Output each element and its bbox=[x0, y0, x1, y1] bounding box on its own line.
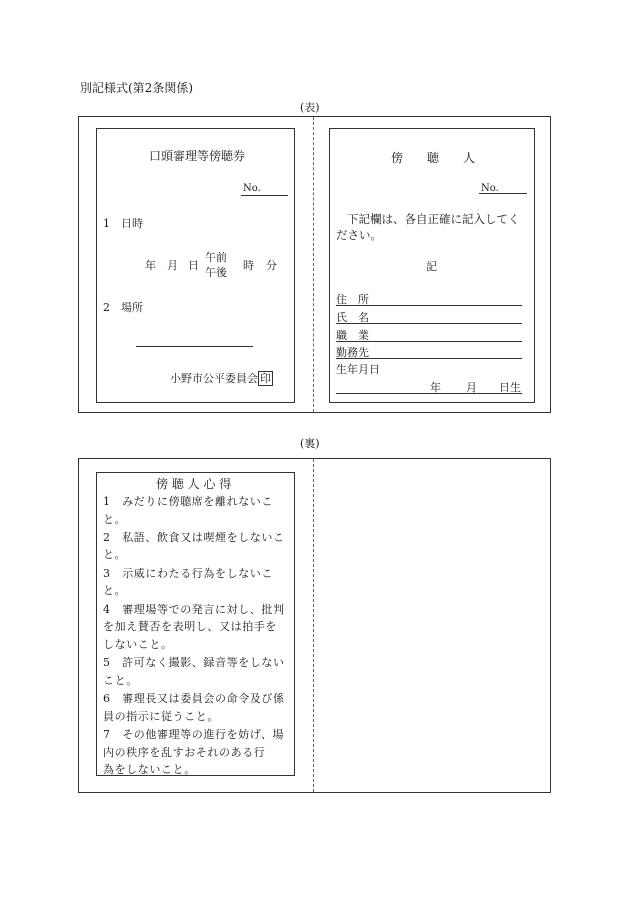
ticket-am: 午前 bbox=[205, 251, 227, 264]
ticket-month: 月 bbox=[167, 259, 178, 272]
rules-line: しないこと。 bbox=[103, 638, 173, 651]
rules-line: 6 審理長又は委員会の命令及び係 bbox=[103, 692, 285, 705]
record-occupation-label: 職 業 bbox=[336, 329, 369, 342]
record-birthdate-label: 生年月日 bbox=[336, 363, 380, 376]
record-name-label: 氏 名 bbox=[336, 311, 369, 324]
front-fold-line bbox=[313, 117, 314, 412]
record-instruction-1: 下記欄は、各自正確に記入してく bbox=[347, 212, 520, 226]
record-ki: 記 bbox=[426, 260, 437, 273]
ticket-place-line bbox=[136, 346, 253, 347]
issuer-name: 小野市公平委員会 bbox=[170, 372, 258, 385]
back-fold-line bbox=[313, 459, 314, 792]
rules-line: を加え賛否を表明し、又は拍手を bbox=[103, 620, 277, 633]
rules-line: 7 その他審理等の進行を妨げ、場 bbox=[103, 728, 285, 741]
workplace-line bbox=[336, 358, 522, 359]
record-number-label: No. bbox=[481, 183, 499, 194]
rules-line: 5 許可なく撮影、録音等をしない bbox=[103, 656, 285, 669]
name-line bbox=[336, 323, 522, 324]
rules-title: 傍 聴 人 心 得 bbox=[156, 477, 232, 491]
address-line bbox=[336, 305, 522, 306]
birth-day: 日生 bbox=[499, 381, 521, 394]
birth-month: 月 bbox=[466, 381, 477, 394]
rules-line: と。 bbox=[103, 548, 127, 561]
form-caption: 別記様式(第2条関係) bbox=[80, 81, 193, 95]
record-title: 傍 聴 人 bbox=[391, 151, 476, 165]
rules-line: 2 私語、飲食又は喫煙をしないこ bbox=[103, 531, 285, 544]
back-side-label: (裏) bbox=[300, 437, 320, 450]
rules-line: 内の秩序を乱すおそれのある行 bbox=[103, 746, 266, 759]
rules-line: 為をしないこと。 bbox=[103, 763, 196, 776]
record-instruction-2: ださい。 bbox=[336, 228, 382, 242]
ticket-title: 口頭審理等傍聴券 bbox=[149, 149, 246, 163]
rules-line: 1 みだりに傍聴席を離れないこ bbox=[103, 495, 273, 508]
ticket-number-label: No. bbox=[243, 183, 261, 194]
occupation-line bbox=[336, 341, 522, 342]
rules-line: と。 bbox=[103, 584, 127, 597]
seal-mark: 印 bbox=[260, 372, 271, 385]
rules-line: こと。 bbox=[103, 674, 138, 687]
front-side-label: (表) bbox=[300, 101, 320, 114]
ticket-year: 年 bbox=[145, 259, 156, 272]
ticket-item-datetime: 1 日時 bbox=[103, 217, 143, 230]
rules-line: 員の指示に従うこと。 bbox=[103, 710, 219, 723]
ticket-hour: 時 bbox=[243, 259, 254, 272]
ticket-day: 日 bbox=[188, 259, 199, 272]
rules-line: 4 審理場等での発言に対し、批判 bbox=[103, 603, 285, 616]
ticket-issuer bbox=[170, 371, 273, 386]
ticket-pm: 午後 bbox=[205, 266, 227, 279]
rules-line: 3 示威にわたる行為をしないこ bbox=[103, 567, 273, 580]
ticket-item-place: 2 場所 bbox=[103, 301, 143, 314]
ticket-number-line bbox=[241, 195, 288, 196]
record-address-label: 住 所 bbox=[336, 293, 369, 306]
rules-line: と。 bbox=[103, 513, 127, 526]
record-number-line bbox=[479, 193, 527, 194]
ticket-minute: 分 bbox=[266, 259, 277, 272]
birthdate-line bbox=[336, 393, 522, 394]
record-workplace-label: 勤務先 bbox=[336, 346, 369, 359]
birth-year: 年 bbox=[430, 381, 441, 394]
